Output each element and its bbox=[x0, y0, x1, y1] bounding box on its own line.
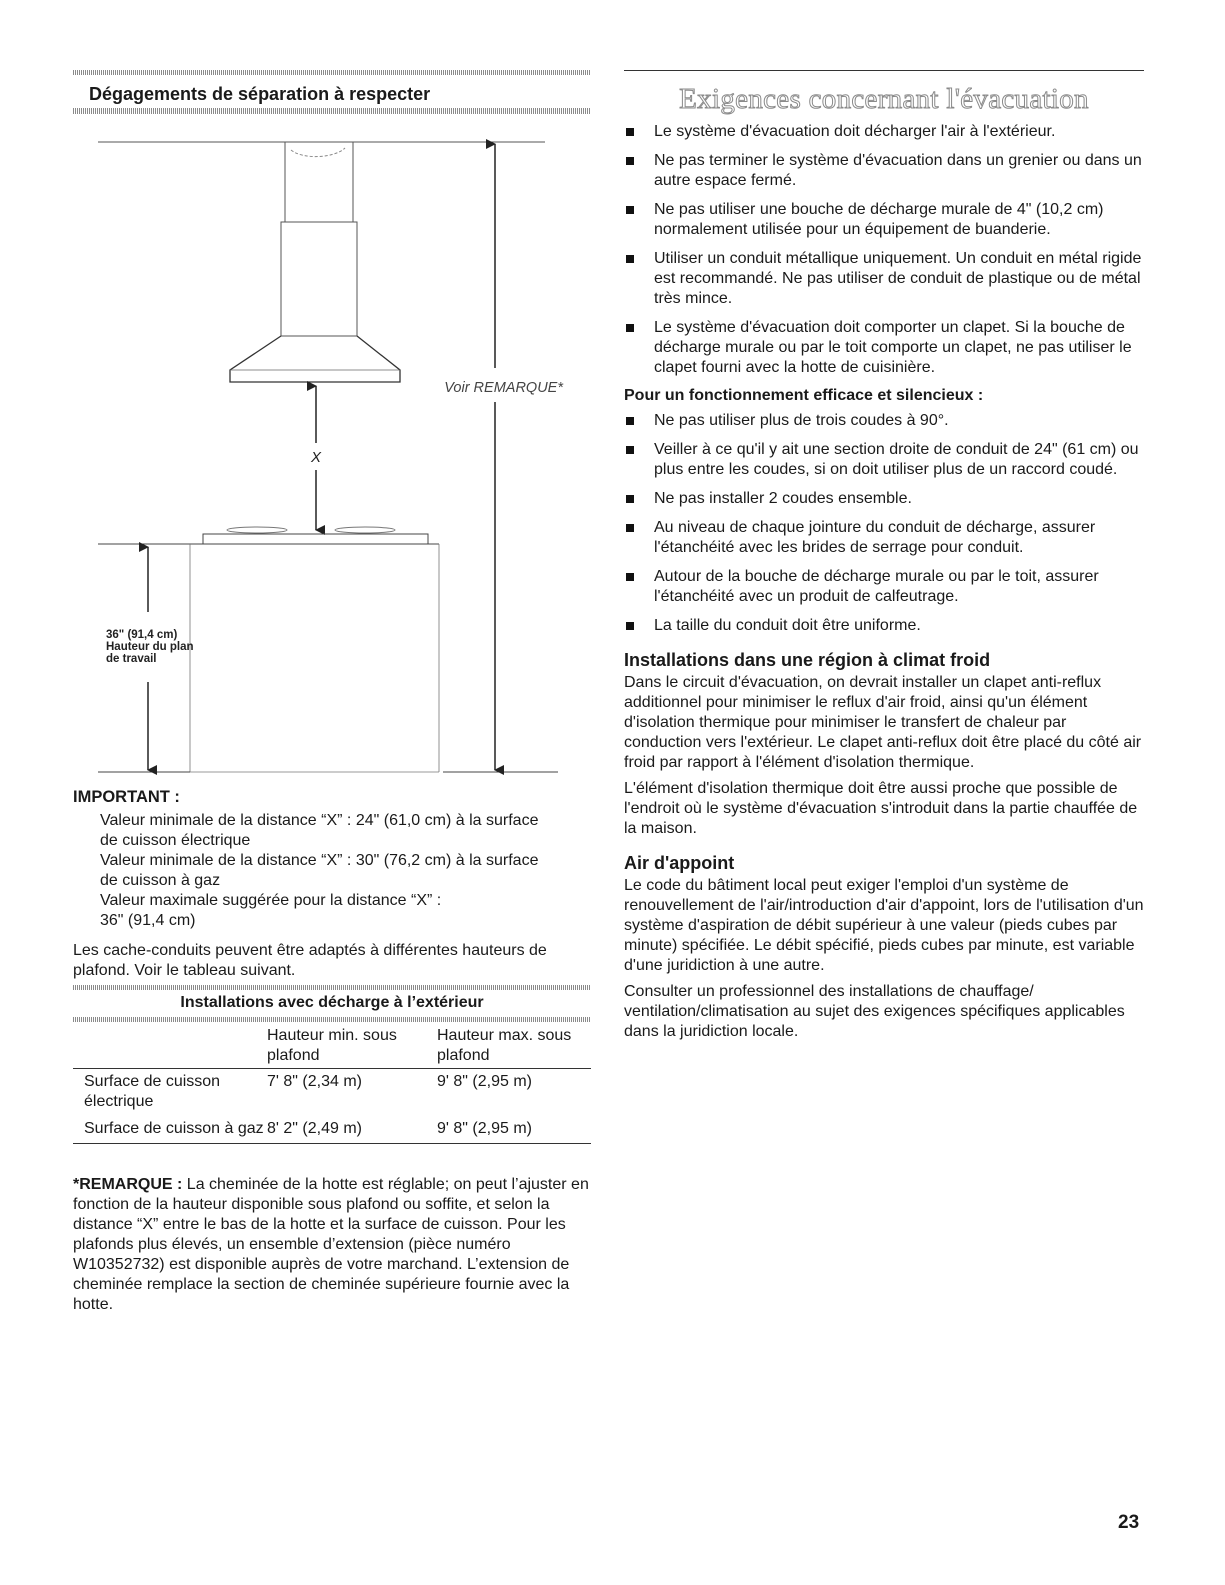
right-top-rule bbox=[624, 70, 1144, 71]
list-item bbox=[624, 200, 1144, 240]
makeup-air-paragraph: Consulter un professionnel des installations de chauffage/ ventilation/climatisation au sujet des exigences spécifiques applicables dans la juridiction locale. bbox=[624, 983, 1125, 1040]
list-item-text: Utiliser un conduit métallique uniquement. Un conduit en métal rigide est recommandé. Ne pas utiliser de conduit de plastique ou de métal très mince. bbox=[654, 250, 1142, 307]
bullet-icon bbox=[626, 128, 634, 136]
bullet-icon bbox=[626, 324, 634, 332]
exhaust-requirements-list bbox=[624, 122, 1144, 378]
list-item-text: La taille du conduit doit être uniforme. bbox=[654, 617, 921, 634]
section-title: Dégagements de séparation à respecter bbox=[89, 84, 431, 104]
efficiency-list bbox=[624, 411, 1144, 636]
table-title: Installations avec décharge à l’extérieur bbox=[180, 994, 484, 1011]
table-cell: 9' 8" (2,95 m) bbox=[437, 1073, 532, 1090]
table-header: Hauteur max. sous plafond bbox=[437, 1022, 591, 1069]
list-item-text: Ne pas installer 2 coudes ensemble. bbox=[654, 490, 912, 507]
chimney-dash bbox=[291, 148, 345, 157]
ceiling-height-table bbox=[73, 985, 591, 1144]
bullet-icon bbox=[626, 417, 634, 425]
list-item-text: Au niveau de chaque jointure du conduit de décharge, assurer l'étanchéité avec les brides de serrage pour conduit. bbox=[654, 519, 1096, 556]
clearance-diagram bbox=[73, 120, 591, 785]
list-item bbox=[624, 122, 1144, 142]
remarque-lead: *REMARQUE : bbox=[73, 1176, 183, 1193]
bullet-icon bbox=[626, 157, 634, 165]
list-item bbox=[624, 411, 1144, 431]
page-number: 23 bbox=[1118, 1512, 1140, 1533]
list-item bbox=[624, 151, 1144, 191]
table-header-row bbox=[73, 1022, 591, 1069]
bullet-icon bbox=[626, 573, 634, 581]
bullet-icon bbox=[626, 495, 634, 503]
list-item-text: Ne pas utiliser une bouche de décharge murale de 4" (10,2 cm) normalement utilisée pour un équipement de buanderie. bbox=[654, 201, 1104, 238]
list-item bbox=[624, 616, 1144, 636]
list-item-text: Ne pas utiliser plus de trois coudes à 90°. bbox=[654, 412, 949, 429]
cold-climate-paragraph: L'élément d'isolation thermique doit être aussi proche que possible de l'endroit où le système d'évacuation s'introduit dans la partie chauffée de la maison. bbox=[624, 780, 1138, 837]
important-line: Valeur minimale de la distance “X” : 24" (61,0 cm) à la surface bbox=[100, 812, 539, 829]
table-cell: Surface de cuisson électrique bbox=[84, 1073, 221, 1110]
efficiency-subheading: Pour un fonctionnement efficace et silencieux : bbox=[624, 387, 984, 404]
adapt-paragraph: Les cache-conduits peuvent être adaptés à différentes hauteurs de plafond. Voir le tableau suivant. bbox=[73, 942, 547, 979]
clearance-diagram-svg bbox=[73, 120, 591, 780]
chimney-upper bbox=[285, 142, 353, 222]
bullet-icon bbox=[626, 206, 634, 214]
list-item-text: Ne pas terminer le système d'évacuation dans un grenier ou dans un autre espace fermé. bbox=[654, 152, 1142, 189]
important-line: Valeur maximale suggérée pour la distance “X” : bbox=[100, 892, 442, 909]
counter-label-1: 36" (91,4 cm) bbox=[106, 629, 178, 641]
table bbox=[73, 1022, 591, 1143]
table-header: Hauteur min. sous plafond bbox=[267, 1022, 437, 1069]
cold-climate-paragraph: Dans le circuit d'évacuation, on devrait installer un clapet anti-reflux additionnel pour minimiser le reflux d'air froid, ainsi qu'un élément d'isolation thermique pour minimiser le transfert de chaleur par conduction vers l'extérieur. Le clapet anti-reflux doit être placé du côté air froid par rapport à l'élément d'isolation thermique. bbox=[624, 674, 1142, 771]
bullet-icon bbox=[626, 622, 634, 630]
x-label: X bbox=[310, 449, 322, 466]
makeup-air-paragraph: Le code du bâtiment local peut exiger l'emploi d'un système de renouvellement de l'air/introduction d'air d'appoint, lors de l'utilisation d'un système d'aspiration de débit supérieur à une valeur (pieds cubes par minute) spécifiée. Le débit spécifié, pieds cubes par minute, est variable d'une juridiction à une autre. bbox=[624, 877, 1144, 974]
important-block bbox=[73, 788, 591, 981]
remarque-note bbox=[73, 1175, 593, 1315]
list-item-text: Le système d'évacuation doit comporter un clapet. Si la bouche de décharge murale ou par le toit comporte un clapet, ne pas utiliser le clapet fourni avec la hotte de cuisinière. bbox=[654, 319, 1132, 376]
table-rule-bottom bbox=[73, 1143, 591, 1144]
section-rule-top bbox=[73, 70, 591, 75]
exhaust-title: Exigences concernant l'évacuation bbox=[679, 83, 1089, 115]
bullet-icon bbox=[626, 255, 634, 263]
bullet-icon bbox=[626, 524, 634, 532]
important-line: 36" (91,4 cm) bbox=[100, 912, 196, 929]
table-rule-top bbox=[73, 985, 591, 990]
remarque-text: La cheminée de la hotte est réglable; on peut l’ajuster en fonction de la hauteur disponible sous plafond ou soffite, et selon la distance “X” entre le bas de la hotte et la surface de cuisson. Pour les plafonds plus élevés, un ensemble d’extension (pièce numéro W10352732) est disponible auprès de votre marchand. L’extension de cheminée remplace la section de cheminée supérieure fournie avec la hotte. bbox=[73, 1176, 589, 1313]
table-cell: 9' 8" (2,95 m) bbox=[437, 1120, 532, 1137]
list-item bbox=[624, 489, 1144, 509]
left-column bbox=[73, 70, 591, 1313]
table-header bbox=[73, 1022, 267, 1069]
cooktop bbox=[203, 534, 428, 544]
hood-canopy bbox=[230, 336, 400, 382]
voir-remarque-label: Voir REMARQUE* bbox=[444, 380, 563, 396]
table-row bbox=[73, 1069, 591, 1117]
burner-left bbox=[227, 527, 287, 533]
list-item bbox=[624, 318, 1144, 378]
burner-right bbox=[335, 527, 395, 533]
important-line: Valeur minimale de la distance “X” : 30" (76,2 cm) à la surface bbox=[100, 852, 539, 869]
important-line: de cuisson électrique bbox=[100, 832, 251, 849]
right-column bbox=[624, 70, 1144, 1048]
important-line: de cuisson à gaz bbox=[100, 872, 221, 889]
counter-label-3: de travail bbox=[106, 653, 157, 665]
list-item bbox=[624, 440, 1144, 480]
list-item-text: Le système d'évacuation doit décharger l'air à l'extérieur. bbox=[654, 123, 1056, 140]
list-item bbox=[624, 249, 1144, 309]
important-heading: IMPORTANT : bbox=[73, 788, 180, 806]
list-item-text: Autour de la bouche de décharge murale ou par le toit, assurer l'étanchéité avec un produit de calfeutrage. bbox=[654, 568, 1099, 605]
cold-climate-heading: Installations dans une région à climat froid bbox=[624, 650, 991, 670]
list-item-text: Veiller à ce qu'il y ait une section droite de conduit de 24" (61 cm) ou plus entre les coudes, si on doit utiliser plus de un raccord coudé. bbox=[654, 441, 1139, 478]
counter-label-2: Hauteur du plan bbox=[106, 641, 194, 653]
section-rule-bottom bbox=[73, 108, 591, 114]
chimney-lower bbox=[281, 222, 357, 336]
list-item bbox=[624, 567, 1144, 607]
table-cell: 7' 8" (2,34 m) bbox=[267, 1073, 362, 1090]
table-row bbox=[73, 1116, 591, 1143]
list-item bbox=[624, 518, 1144, 558]
table-cell: 8' 2" (2,49 m) bbox=[267, 1120, 362, 1137]
table-cell: Surface de cuisson à gaz bbox=[84, 1120, 264, 1137]
bullet-icon bbox=[626, 446, 634, 454]
makeup-air-heading: Air d'appoint bbox=[624, 853, 735, 873]
